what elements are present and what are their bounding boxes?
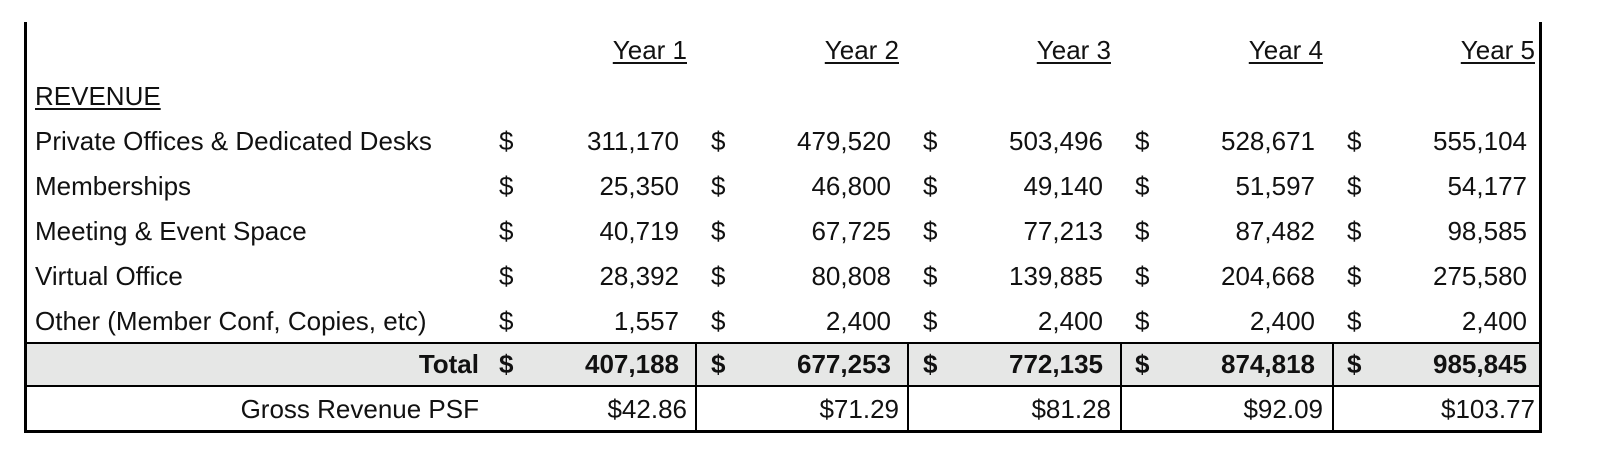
currency-sign: $ (1135, 171, 1150, 201)
row-label: Virtual Office (35, 261, 183, 291)
currency-sign: $ (499, 349, 514, 379)
currency-sign: $ (1135, 126, 1150, 156)
psf-year-1: $42.86 (607, 394, 687, 424)
total-year-5: 985,845 (1433, 349, 1527, 379)
value-year-2: 67,725 (811, 216, 891, 246)
value-year-4: 528,671 (1221, 126, 1315, 156)
value-year-5: 275,580 (1433, 261, 1527, 291)
total-year-4: 874,818 (1221, 349, 1315, 379)
header-row (27, 28, 1539, 73)
value-year-4: 204,668 (1221, 261, 1315, 291)
currency-sign: $ (711, 349, 726, 379)
currency-sign: $ (1135, 216, 1150, 246)
revenue-table (24, 22, 1542, 433)
table-row (27, 299, 1539, 344)
value-year-2: 80,808 (811, 261, 891, 291)
value-year-1: 25,350 (599, 171, 679, 201)
total-label: Total (418, 349, 479, 379)
currency-sign: $ (711, 261, 726, 291)
value-year-1: 1,557 (613, 306, 679, 336)
currency-sign: $ (499, 306, 514, 336)
psf-year-4: $92.09 (1243, 394, 1323, 424)
column-divider (907, 387, 909, 432)
section-row (27, 74, 1539, 119)
total-year-1: 407,188 (585, 349, 679, 379)
year-1-header: Year 1 (612, 35, 687, 65)
value-year-1: 40,719 (599, 216, 679, 246)
currency-sign: $ (499, 216, 514, 246)
column-divider (695, 344, 697, 385)
currency-sign: $ (711, 306, 726, 336)
column-divider (1332, 344, 1334, 385)
table-row (27, 209, 1539, 254)
currency-sign: $ (499, 261, 514, 291)
currency-sign: $ (711, 216, 726, 246)
currency-sign: $ (923, 261, 938, 291)
currency-sign: $ (1347, 171, 1362, 201)
row-label: Memberships (35, 171, 192, 201)
value-year-3: 77,213 (1023, 216, 1103, 246)
row-label: Meeting & Event Space (35, 216, 307, 246)
value-year-2: 479,520 (797, 126, 891, 156)
value-year-2: 2,400 (825, 306, 891, 336)
value-year-2: 46,800 (811, 171, 891, 201)
value-year-5: 2,400 (1461, 306, 1527, 336)
value-year-1: 311,170 (586, 126, 679, 156)
value-year-4: 87,482 (1235, 216, 1315, 246)
value-year-4: 51,597 (1235, 171, 1315, 201)
year-2-header: Year 2 (824, 35, 899, 65)
value-year-1: 28,392 (599, 261, 679, 291)
year-3-header: Year 3 (1036, 35, 1111, 65)
value-year-5: 555,104 (1433, 126, 1527, 156)
currency-sign: $ (923, 216, 938, 246)
currency-sign: $ (1347, 126, 1362, 156)
row-label: Private Offices & Dedicated Desks (35, 126, 432, 156)
currency-sign: $ (1347, 261, 1362, 291)
currency-sign: $ (499, 171, 514, 201)
currency-sign: $ (1347, 349, 1362, 379)
currency-sign: $ (499, 126, 514, 156)
psf-label: Gross Revenue PSF (240, 394, 479, 424)
row-label: Other (Member Conf, Copies, etc) (35, 306, 427, 336)
year-5-header: Year 5 (1460, 35, 1535, 65)
currency-sign: $ (1135, 349, 1150, 379)
currency-sign: $ (711, 126, 726, 156)
column-divider (1332, 387, 1334, 432)
value-year-3: 2,400 (1037, 306, 1103, 336)
column-divider (695, 387, 697, 432)
total-row (27, 342, 1539, 387)
value-year-3: 139,885 (1009, 261, 1103, 291)
psf-row (27, 387, 1539, 432)
value-year-3: 49,140 (1023, 171, 1103, 201)
value-year-5: 98,585 (1447, 216, 1527, 246)
value-year-3: 503,496 (1009, 126, 1103, 156)
column-divider (1120, 387, 1122, 432)
currency-sign: $ (1135, 306, 1150, 336)
psf-year-3: $81.28 (1031, 394, 1111, 424)
currency-sign: $ (1135, 261, 1150, 291)
column-divider (1120, 344, 1122, 385)
currency-sign: $ (923, 126, 938, 156)
column-divider (907, 344, 909, 385)
table-row (27, 119, 1539, 164)
currency-sign: $ (1347, 306, 1362, 336)
total-year-2: 677,253 (797, 349, 891, 379)
currency-sign: $ (923, 349, 938, 379)
section-title: REVENUE (35, 81, 161, 111)
currency-sign: $ (711, 171, 726, 201)
currency-sign: $ (1347, 216, 1362, 246)
currency-sign: $ (923, 306, 938, 336)
table-row (27, 164, 1539, 209)
year-4-header: Year 4 (1248, 35, 1323, 65)
value-year-5: 54,177 (1447, 171, 1527, 201)
psf-year-5: $103.77 (1441, 394, 1535, 424)
table-row (27, 254, 1539, 299)
psf-year-2: $71.29 (819, 394, 899, 424)
currency-sign: $ (923, 171, 938, 201)
total-year-3: 772,135 (1009, 349, 1103, 379)
value-year-4: 2,400 (1249, 306, 1315, 336)
